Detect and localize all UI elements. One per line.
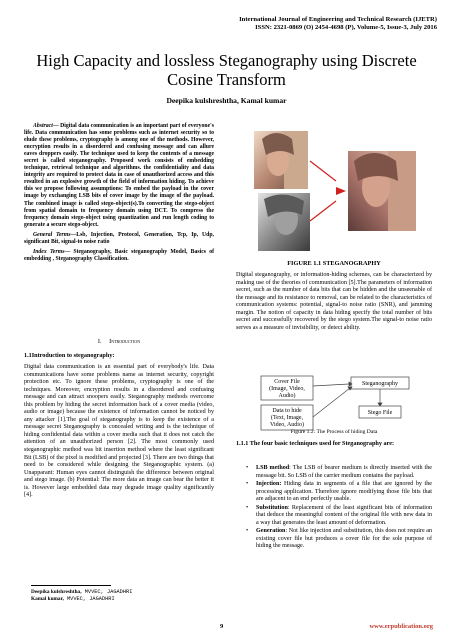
data-to-hide-label-2: (Text, Image, bbox=[270, 415, 304, 421]
index-terms-label: Index Terms bbox=[33, 248, 65, 255]
bullet-text: Hiding data in segments of a file that are ignored by the processing application. Therefore ignore modifying those file bits that are adjacent to an end perfectly usable. bbox=[256, 481, 432, 503]
affiliation-2-name: Kamal kumar, bbox=[31, 595, 64, 602]
general-terms bbox=[24, 232, 214, 246]
section-number: I. bbox=[97, 338, 102, 345]
stego-file-label: Stego File bbox=[367, 410, 393, 416]
bullet-text: : Not like injection and substitution, this does not require an existing cover file but produces a cover file for the sole purpose of hiding the message. bbox=[256, 528, 432, 550]
abstract-block bbox=[24, 123, 214, 263]
list-item bbox=[240, 465, 432, 480]
data-to-hide-label-1: Data to hide bbox=[272, 408, 302, 414]
arrow-to-stego bbox=[310, 161, 346, 221]
section-title: Introduction bbox=[109, 338, 141, 345]
stego-image bbox=[348, 151, 416, 231]
publisher-link[interactable]: www.erpublication.org bbox=[369, 623, 433, 630]
bullet-text: : The LSB of bearer medium is directly inserted with the message bit. So LSB of the carrier medium contains the payload. bbox=[256, 465, 432, 479]
footnote-divider bbox=[31, 585, 111, 586]
hiding-process-graphic bbox=[253, 374, 421, 432]
bullet-term: LSB method bbox=[256, 465, 290, 471]
right-paragraph: Digital steganography, or information-hiding schemes, can be characterized by making use of the theories of communication [5].The parameters of information secret, such as the number of data bits that can be hidden and the unseenable of the message and its resistance to removal, can be related to the characteristics of communication systems: potential, signal-to noise ratio (SNR), and jamming margin. The notion of capacity in data hiding specify the total number of bits secret and successfully recovered by the stego system.The signal-to noise ratio serves as a measure of invisibility, or detect ability. bbox=[236, 272, 432, 331]
bullet-icon: • bbox=[246, 528, 249, 535]
cover-file-label-1: Cover File bbox=[274, 379, 300, 385]
affiliation-2 bbox=[31, 596, 132, 603]
list-item bbox=[240, 481, 432, 504]
intro-paragraph: Digital data communication is an essential part of everybody's life. Data communications have some problems name as internet security, copyright protection etc. To ignore these problems, cryptography is one of the techniques. Moreover, encryption results in a disordered and confusing message and can attract snoopers easily. Steganography methods overcome this problem by hiding the secret information back of a cover media (video, audio or image) because the existence of information cannot be noticed by any attacker [1].The goal of steganography is to keep the existence of a message secret Steganography is concealed writing and is the technique of hiding confidential data within a cover media such that it does not catch the attention of an unauthorized person [2]. The most commonly used steganographic method was bit insertion method where the least significant Bit (LSB) of the pixel is modified and projected [3]. There are two things that need to be considered while designing the Steganographic system. (a) Unapparant: Human eyes cannot distinguish the difference between original and stego image. (b) Potential: The more data an image can bear the better it is. However large embedded data may degrade image quality significantly [4]. bbox=[24, 364, 214, 499]
affiliation-2-org: MVVEC, JAGADHRI bbox=[63, 595, 115, 602]
abstract-paragraph bbox=[24, 123, 214, 229]
general-terms-label: General Terms bbox=[33, 231, 71, 238]
bullet-term: Injection: bbox=[256, 481, 282, 488]
cover-image bbox=[254, 131, 308, 189]
bullet-text: : Replacement of the least significant bits of information that deduce the meaningful content of the original file with new data in a way that generates the least amount of deformation. bbox=[256, 504, 432, 526]
author-affiliations bbox=[31, 589, 132, 602]
hiding-process-diagram bbox=[253, 374, 421, 474]
affiliation-1-name: Deepika kulshreshtha, bbox=[31, 589, 82, 595]
journal-issn: ISSN: 2321-0869 (O) 2454-4698 (P), Volume-5, Issue-3, July 2016 bbox=[255, 24, 437, 32]
abstract-label: Abstract bbox=[33, 123, 53, 129]
bullet-icon: • bbox=[246, 504, 249, 511]
affiliation-1-org: MVVEC, JAGADHRI bbox=[81, 589, 133, 595]
journal-header bbox=[239, 16, 437, 32]
techniques-list bbox=[240, 465, 432, 552]
journal-name: International Journal of Engineering and Technical Research (IJETR) bbox=[239, 16, 437, 23]
bullet-icon: • bbox=[246, 465, 249, 471]
section-intro-heading bbox=[24, 338, 214, 345]
steganography-box-label: Steganography bbox=[362, 381, 398, 387]
paper-authors: Deepika kulshreshtha, Kamal kumar bbox=[166, 96, 287, 105]
figure-1-2-caption: Figure 1.2: The Process of hiding Data bbox=[290, 429, 378, 435]
index-terms-text: — Steganography, Basic steganography Model, Basics of embedding , Steganography Classification. bbox=[24, 248, 214, 262]
index-terms bbox=[24, 249, 214, 263]
figure-1-1-caption: FIGURE 1.1 STEGANOGRAPHY bbox=[287, 260, 381, 267]
cover-file-label-2: (Image, Video, bbox=[269, 386, 305, 392]
subsection-1-1-1-heading: 1.1.1 The four basic techniques used for Steganography are: bbox=[236, 440, 395, 447]
abstract-text: — Digital data communication is an important part of everyone's life. Data communication has some problems such as internet security so to elude these problems, cryptography is among one of the methods. However, encryption results in a disordered and confusing message and can allure eaves droppers easily. The technique used to keep the contents of a message secret is called steganography. Proposed work consists of embedding technique, retrieval technique and algorithms. the confidentiality and data integrity are required to protect data in case of unauthorized access and this resulted in an explosive growth of the field of information hiding. To achieve this we propose following assumptions: To embed the payload in the cover image by exchanging LSB bits of cover image by the image of the payload. The combined image is called stego-object(s).To converting the stego-object from spatial domain to frequency domain using DCT. To compress the frequency domain stego-object using quantization and run length coding to generate a secure stego-object. bbox=[24, 123, 214, 228]
general-terms-text: —Lsb, Injection, Protocol, Generation, Tcp, Ip, Udp, significant Bit, signal-to noise ratio bbox=[24, 231, 214, 245]
page-number: 9 bbox=[220, 623, 224, 630]
bullet-icon: • bbox=[246, 481, 249, 488]
paper-title: High Capacity and lossless Steganography using Discrete Cosine Transform bbox=[36, 51, 417, 89]
cover-file-label-3: Audio) bbox=[278, 393, 296, 399]
bullet-term: Generation bbox=[256, 528, 286, 535]
list-item bbox=[240, 528, 432, 551]
secret-image bbox=[258, 193, 310, 251]
subsection-1-1-heading: 1.1Introduction to steganography: bbox=[24, 352, 115, 359]
figure-steganography-images bbox=[254, 121, 416, 257]
bullet-term: Substitution bbox=[256, 504, 288, 511]
figure-steganography-graphic bbox=[254, 121, 416, 257]
list-item bbox=[240, 505, 432, 528]
data-to-hide-label-3: Video, Audio) bbox=[270, 422, 304, 428]
